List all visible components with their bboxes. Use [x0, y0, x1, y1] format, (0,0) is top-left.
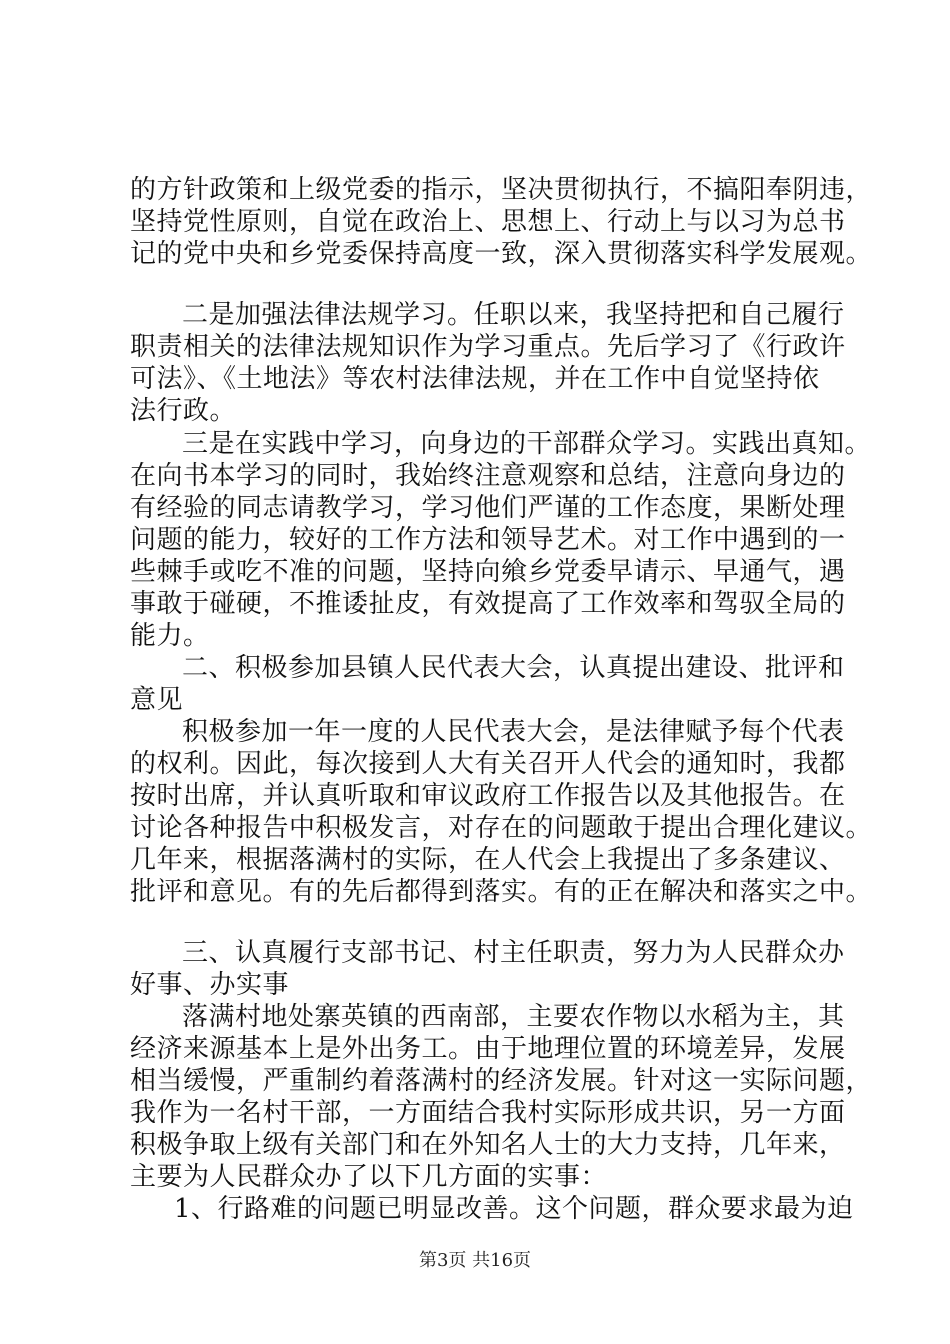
text-line: 记的党中央和乡党委保持高度一致，深入贯彻落实科学发展观。 — [130, 239, 873, 269]
text-line: 的方针政策和上级党委的指示，坚决贯彻执行，不搞阳奉阴违， — [130, 175, 873, 205]
paragraph-first-line: 三是在实践中学习，向身边的干部群众学习。实践出真知。 — [182, 429, 872, 459]
page-number: 第3页 共16页 — [418, 1250, 532, 1271]
section-heading: 二、积极参加县镇人民代表大会，认真提出建设、批评和 — [182, 653, 845, 683]
text-line: 在向书本学习的同时，我始终注意观察和总结，注意向身边的 — [130, 461, 846, 491]
text-line: 些棘手或吃不准的问题，坚持向飨乡党委早请示、早通气，遇 — [130, 557, 846, 587]
text-line: 相当缓慢，严重制约着落满村的经济发展。针对这一实际问题， — [130, 1066, 873, 1096]
text-line: 主要为人民群众办了以下几方面的实事： — [130, 1162, 608, 1192]
paragraph-first-line: 落满村地处寨英镇的西南部，主要农作物以水稻为主，其 — [182, 1002, 845, 1032]
text-line: 法行政。 — [130, 396, 237, 426]
text-line: 我作为一名村干部，一方面结合我村实际形成共识，另一方面 — [130, 1098, 846, 1128]
paragraph-first-line: 积极参加一年一度的人民代表大会，是法律赋予每个代表 — [182, 717, 845, 747]
text-line: 经济来源基本上是外出务工。由于地理位置的环境差异，发展 — [130, 1034, 846, 1064]
text-line: 问题的能力，较好的工作方法和领导艺术。对工作中遇到的一 — [130, 525, 846, 555]
section-heading: 三、认真履行支部书记、村主任职责，努力为人民群众办 — [182, 938, 845, 968]
text-line: 事敢于碰硬，不推诿扯皮，有效提高了工作效率和驾驭全局的 — [130, 589, 846, 619]
text-line: 按时出席，并认真听取和审议政府工作报告以及其他报告。在 — [130, 781, 846, 811]
list-item: 1、行路难的问题已明显改善。这个问题，群众要求最为迫 — [174, 1194, 854, 1224]
text-line: 批评和意见。有的先后都得到落实。有的正在解决和落实之中。 — [130, 877, 873, 907]
paragraph-first-line: 二是加强法律法规学习。任职以来，我坚持把和自己履行 — [182, 300, 845, 330]
text-line: 能力。 — [130, 621, 210, 651]
text-line: 职责相关的法律法规知识作为学习重点。先后学习了《行政许 — [130, 332, 846, 362]
text-line: 的权利。因此，每次接到人大有关召开人代会的通知时，我都 — [130, 749, 846, 779]
text-line: 几年来，根据落满村的实际，在人代会上我提出了多条建议、 — [130, 845, 846, 875]
text-line: 积极争取上级有关部门和在外知名人士的大力支持，几年来， — [130, 1130, 846, 1160]
text-line: 有经验的同志请教学习，学习他们严谨的工作态度，果断处理 — [130, 493, 846, 523]
section-heading: 意见 — [130, 685, 184, 715]
text-line: 坚持党性原则，自觉在政治上、思想上、行动上与以习为总书 — [130, 207, 846, 237]
text-line: 讨论各种报告中积极发言，对存在的问题敢于提出合理化建议。 — [130, 813, 873, 843]
section-heading: 好事、办实事 — [130, 970, 290, 1000]
text-line: 可法》、《土地法》等农村法律法规，并在工作中自觉坚持依 — [130, 364, 820, 394]
